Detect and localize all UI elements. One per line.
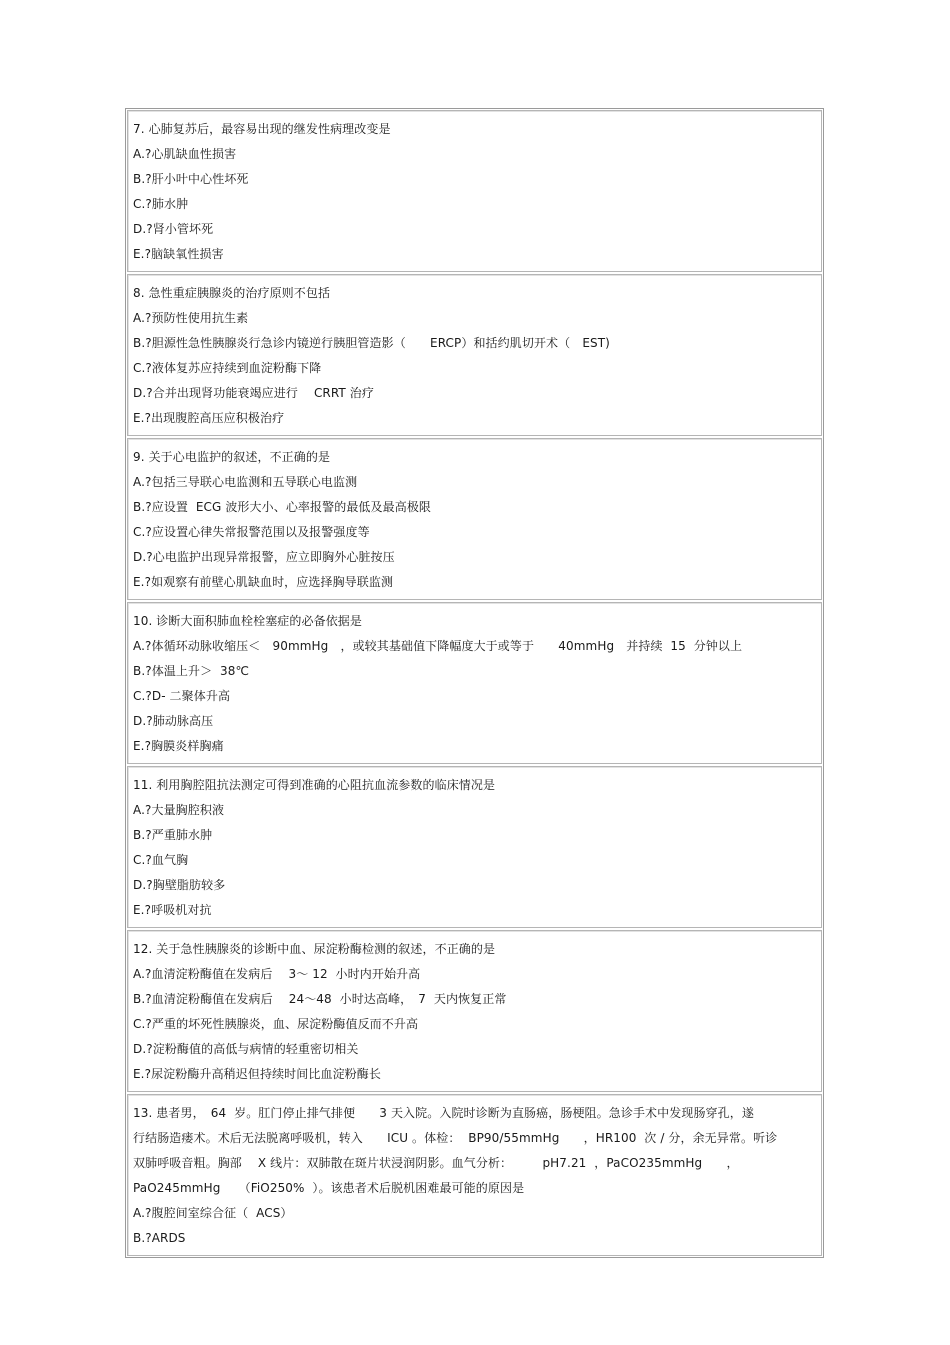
question-block-13 bbox=[127, 1094, 822, 1256]
question-stem: 10. 诊断大面积肺血栓栓塞症的必备依据是 bbox=[133, 614, 362, 628]
question-stem: 7. 心肺复苏后，最容易出现的继发性病理改变是 bbox=[133, 122, 391, 136]
option-a: A.?腹腔间室综合征（ ACS） bbox=[133, 1206, 293, 1220]
option-d: D.?胸壁脂肪较多 bbox=[133, 878, 226, 892]
question-block-9 bbox=[127, 438, 822, 600]
question-stem: 9. 关于心电监护的叙述，不正确的是 bbox=[133, 450, 331, 464]
question-stem-line-4: PaO245mmHg （FiO250% ）。该患者术后脱机困难最可能的原因是 bbox=[133, 1181, 525, 1195]
option-e: E.?脑缺氧性损害 bbox=[133, 247, 224, 261]
question-stem-line-1: 13. 患者男， 64 岁。肛门停止排气排便 3 天入院。入院时诊断为直肠癌，肠梗阻。急诊手术中发现肠穿孔，遂 bbox=[133, 1106, 754, 1120]
option-b: B.?体温上升＞ 38℃ bbox=[133, 664, 250, 678]
option-d: D.?合并出现肾功能衰竭应进行 CRRT 治疗 bbox=[133, 386, 374, 400]
option-b: B.?严重肺水肿 bbox=[133, 828, 213, 842]
option-a: A.?包括三导联心电监测和五导联心电监测 bbox=[133, 475, 358, 489]
question-block-8 bbox=[127, 274, 822, 436]
option-c: C.?应设置心律失常报警范围以及报警强度等 bbox=[133, 525, 370, 539]
option-c: C.?严重的坏死性胰腺炎，血、尿淀粉酶值反而不升高 bbox=[133, 1017, 419, 1031]
question-block-12 bbox=[127, 930, 822, 1092]
option-b: B.?应设置 ECG 波形大小、心率报警的最低及最高极限 bbox=[133, 500, 432, 514]
option-a: A.?大量胸腔积液 bbox=[133, 803, 225, 817]
option-a: A.?心肌缺血性损害 bbox=[133, 147, 237, 161]
option-e: E.?出现腹腔高压应积极治疗 bbox=[133, 411, 285, 425]
option-d: D.?淀粉酶值的高低与病情的轻重密切相关 bbox=[133, 1042, 359, 1056]
question-stem-line-2: 行结肠造瘘术。术后无法脱离呼吸机，转入 ICU 。体检： BP90/55mmHg ，HR100 次 / 分，余无异常。听诊 bbox=[133, 1131, 778, 1145]
question-stem: 12. 关于急性胰腺炎的诊断中血、尿淀粉酶检测的叙述，不正确的是 bbox=[133, 942, 496, 956]
option-e: E.?如观察有前壁心肌缺血时，应选择胸导联监测 bbox=[133, 575, 394, 589]
option-b: B.?ARDS bbox=[133, 1231, 186, 1245]
option-a: A.?血清淀粉酶值在发病后 3～ 12 小时内开始升高 bbox=[133, 967, 421, 981]
option-c: C.?D- 二聚体升高 bbox=[133, 689, 231, 703]
question-block-10 bbox=[127, 602, 822, 764]
option-c: C.?血气胸 bbox=[133, 853, 189, 867]
option-b: B.?血清淀粉酶值在发病后 24～48 小时达高峰， 7 天内恢复正常 bbox=[133, 992, 507, 1006]
question-stem: 8. 急性重症胰腺炎的治疗原则不包括 bbox=[133, 286, 331, 300]
option-b: B.?肝小叶中心性坏死 bbox=[133, 172, 249, 186]
question-block-7 bbox=[127, 110, 822, 272]
option-c: C.?液体复苏应持续到血淀粉酶下降 bbox=[133, 361, 322, 375]
option-c: C.?肺水肿 bbox=[133, 197, 189, 211]
option-e: E.?尿淀粉酶升高稍迟但持续时间比血淀粉酶长 bbox=[133, 1067, 381, 1081]
option-a: A.?体循环动脉收缩压＜ 90mmHg ，或较其基础值下降幅度大于或等于 40mmHg 并持续 15 分钟以上 bbox=[133, 639, 743, 653]
option-e: E.?胸膜炎样胸痛 bbox=[133, 739, 224, 753]
option-d: D.?肾小管坏死 bbox=[133, 222, 214, 236]
question-sheet bbox=[125, 108, 824, 1258]
option-e: E.?呼吸机对抗 bbox=[133, 903, 212, 917]
question-block-11 bbox=[127, 766, 822, 928]
question-stem: 11. 利用胸腔阻抗法测定可得到准确的心阻抗血流参数的临床情况是 bbox=[133, 778, 496, 792]
option-b: B.?胆源性急性胰腺炎行急诊内镜逆行胰胆管造影（ ERCP）和括约肌切开术（ EST) bbox=[133, 336, 610, 350]
option-d: D.?心电监护出现异常报警，应立即胸外心脏按压 bbox=[133, 550, 395, 564]
question-stem-line-3: 双肺呼吸音粗。胸部 X 线片：双肺散在斑片状浸润阴影。血气分析： pH7.21 ，PaCO235mmHg ， bbox=[133, 1156, 739, 1170]
option-a: A.?预防性使用抗生素 bbox=[133, 311, 249, 325]
option-d: D.?肺动脉高压 bbox=[133, 714, 214, 728]
